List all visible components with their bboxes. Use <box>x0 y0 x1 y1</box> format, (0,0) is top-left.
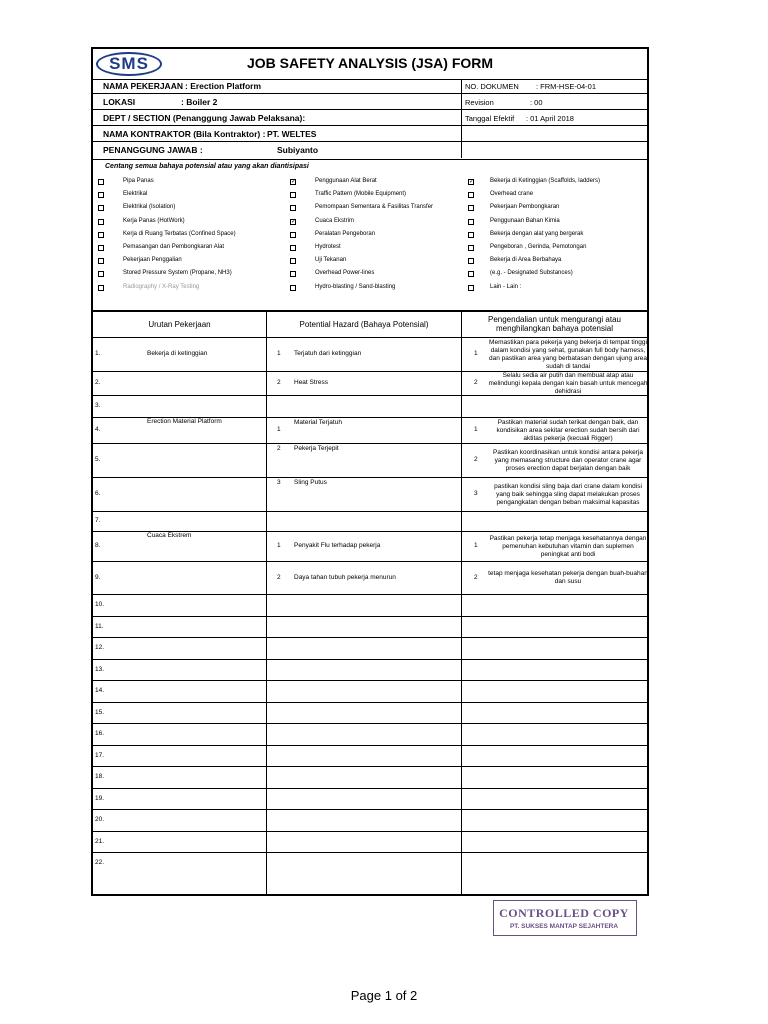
checkbox[interactable] <box>468 205 474 211</box>
table-row <box>93 396 647 418</box>
task-text: Bekerja di ketinggian <box>147 350 208 357</box>
checkbox[interactable] <box>290 205 296 211</box>
no-dokumen-label: NO. DOKUMEN <box>465 82 519 91</box>
row-number: 10. <box>95 601 105 608</box>
checklist-item-label: Pemompaan Sementara & Fasilitas Transfer <box>315 204 434 211</box>
checkbox[interactable] <box>468 245 474 251</box>
control-number: 1 <box>474 542 478 549</box>
checklist-item-label: Lain - Lain : <box>490 283 522 290</box>
checklist-item-label: Pipa Panas <box>123 178 154 184</box>
stamp-title: CONTROLLED COPY <box>499 906 629 920</box>
table-row <box>93 617 647 638</box>
control-text <box>488 638 648 659</box>
table-header <box>93 311 647 338</box>
checklist-item-label: Hydrotest <box>315 244 341 250</box>
checklist-item-label: Penggunaan Alat Berat <box>315 178 377 184</box>
control-text <box>488 810 648 831</box>
hazard-number: 2 <box>277 573 281 581</box>
checklist-item-label: Bekerja di Area Berbahaya <box>490 257 562 264</box>
checkbox[interactable] <box>98 271 104 277</box>
control-text <box>488 703 648 723</box>
row-number: 15. <box>95 708 105 716</box>
row-number: 14. <box>95 687 105 694</box>
table-row <box>93 338 647 372</box>
stamp-company: PT. SUKSES MANTAP SEJAHTERA <box>509 923 619 930</box>
checklist-item-label: Radiography / X-Ray Testing <box>123 283 200 290</box>
checklist-item-label: Pengeboran , Gerinda, Pemotongan <box>490 244 587 250</box>
form-header <box>93 49 647 80</box>
table-row <box>93 444 647 478</box>
checkbox[interactable] <box>468 232 474 238</box>
task-text: Cuaca Ekstrem <box>147 532 192 539</box>
row-nama-pekerjaan <box>93 79 647 94</box>
table-row <box>93 832 647 853</box>
table-row <box>93 681 647 703</box>
hazard-number: 1 <box>277 350 281 357</box>
control-number: 1 <box>474 350 478 357</box>
sms-logo: SMS <box>96 52 162 76</box>
table-row <box>93 562 647 595</box>
control-text <box>488 789 648 809</box>
checkbox[interactable] <box>98 285 104 291</box>
checkbox[interactable] <box>290 232 296 238</box>
checklist-item-label: Penggunaan Bahan Kimia <box>490 217 560 224</box>
task-text: Erection Material Platform <box>147 418 222 425</box>
row-number: 4. <box>95 426 101 433</box>
table-row <box>93 512 647 532</box>
table-row <box>93 595 647 617</box>
control-text <box>488 396 648 417</box>
table-row <box>93 478 647 512</box>
revision-label: Revision <box>465 98 494 107</box>
checkbox[interactable]: ✓ <box>291 179 297 185</box>
control-text: Pastikan material sudah terikat dengan baik, dan kondisikan area sekitar erection sudah bersih dari aktitas pekerja (kecuali Rigger) <box>496 418 640 442</box>
checklist-item-label: Peralatan Pengeboran <box>315 230 376 237</box>
checkbox[interactable] <box>98 205 104 211</box>
hazard-text: Daya tahan tubuh pekerja menurun <box>294 573 396 581</box>
checkbox[interactable] <box>290 258 296 264</box>
controlled-copy-stamp <box>493 900 637 936</box>
row-penanggung <box>93 142 647 158</box>
control-text <box>488 767 648 788</box>
row-number: 21. <box>95 837 105 845</box>
hazard-number: 1 <box>277 542 281 549</box>
header-hazard: Potential Hazard (Bahaya Potensial) <box>299 319 429 329</box>
checklist-item-label: Pemasangan dan Pembongkaran Alat <box>123 244 225 250</box>
hazard-checklist <box>93 159 647 312</box>
lokasi-label: LOKASI <box>103 97 136 107</box>
control-text <box>488 617 648 637</box>
control-number: 2 <box>474 456 478 463</box>
row-number: 12. <box>95 644 105 651</box>
hazard-text: Material Terjatuh <box>294 419 342 426</box>
col-divider-2 <box>461 311 462 896</box>
penanggung-label: PENANGGUNG JAWAB : <box>103 145 203 155</box>
hazard-text: Sling Putus <box>294 479 327 486</box>
row-number: 22. <box>95 859 105 866</box>
table-row <box>93 767 647 789</box>
header-control: Pengendalian untuk mengurangi atau menghilangkan bahaya potensial <box>488 315 621 333</box>
row-lokasi <box>93 94 647 110</box>
row-number: 18. <box>95 773 105 780</box>
control-text <box>488 595 648 616</box>
checklist-item-label: Cuaca Ekstrim <box>315 217 355 224</box>
table-row <box>93 724 647 746</box>
checkbox[interactable] <box>290 271 296 277</box>
control-text <box>488 832 648 852</box>
control-number: 1 <box>474 426 478 433</box>
control-text <box>488 746 648 766</box>
row-number: 19. <box>95 794 105 802</box>
hazard-text: Heat Stress <box>294 379 328 386</box>
checklist-item-label: Hydro-blasting / Sand-blasting <box>315 283 396 290</box>
checkbox[interactable] <box>98 219 104 225</box>
checklist-item-label: Traffic Pattern (Mobile Equipment) <box>315 191 407 198</box>
checkbox[interactable] <box>290 192 296 198</box>
control-text <box>488 681 648 702</box>
checklist-item-label: Bekerja dengan alat yang bergerak <box>490 230 584 237</box>
control-text <box>488 660 648 680</box>
row-number: 16. <box>95 730 105 737</box>
row-number: 11. <box>95 622 104 630</box>
row-number: 8. <box>95 542 101 549</box>
checklist-item-label: (e.g. - Designated Substances) <box>490 270 573 277</box>
revision-value: : 00 <box>530 98 543 107</box>
checkbox[interactable] <box>290 245 296 251</box>
table-row <box>93 372 647 396</box>
control-number: 3 <box>474 490 478 497</box>
row-number: 13. <box>95 665 105 673</box>
table-row <box>93 418 647 444</box>
row-number: 5. <box>95 456 101 463</box>
control-text <box>488 512 648 531</box>
nama-pekerjaan-label: NAMA PEKERJAAN <box>103 81 183 91</box>
tanggal-label: Tanggal Efektif <box>465 114 515 123</box>
row-number: 7. <box>95 517 101 524</box>
nama-pekerjaan-value: : Erection Platform <box>185 81 262 91</box>
table-row <box>93 810 647 832</box>
col-divider-1 <box>266 311 267 896</box>
checklist-item-label: Elektrikal (Isolation) <box>123 204 176 211</box>
row-number: 20. <box>95 816 105 823</box>
row-number: 9. <box>95 573 101 581</box>
control-text <box>488 724 648 745</box>
no-dokumen-value: : FRM-HSE-04-01 <box>536 82 597 91</box>
row-kontraktor <box>93 126 647 142</box>
row-number: 3. <box>95 402 101 409</box>
form-title: JOB SAFETY ANALYSIS (JSA) FORM <box>246 55 494 71</box>
checklist-item-label: Stored Pressure System (Propane, NH3) <box>123 270 232 277</box>
penanggung-value: Subiyanto <box>277 145 319 155</box>
control-text: Selalu sedia air putih dan membuat atap atau melindungi kepala dengan kain basah untuk mencegah dehidrasi <box>488 371 648 395</box>
table-row <box>93 746 647 767</box>
hazard-text: Terjatuh dari ketinggian <box>294 350 362 357</box>
control-text: Memastikan para pekerja yang bekerja di tempat tinggi dalam kondisi yang sehat, gunakan full body harness, dan pastikan area yang berbatasan dengan ujung area sudah di tandai <box>489 338 647 370</box>
control-text: Pastikan pekerja tetap menjaga kesehatannya dengan pemenuhan kebutuhan vitamin dan suplemen peningkat anti bodi <box>489 534 647 558</box>
checklist-item-label: Pekerjaan Pembongkaran <box>490 204 560 211</box>
control-text: pastikan kondisi sling baja dari crane dalam kondisi yang baik sehingga sling dapat melakukan proses pengangkatan dengan beban maksimal kapasitas <box>494 482 642 506</box>
checkbox[interactable] <box>98 192 104 198</box>
checkbox[interactable] <box>98 258 104 264</box>
tanggal-value: : 01 April 2018 <box>526 114 574 123</box>
table-row <box>93 789 647 810</box>
control-number: 2 <box>474 573 478 581</box>
page-number: Page 1 of 2 <box>350 988 418 1003</box>
checkbox[interactable] <box>468 258 474 264</box>
hazard-text: Pekerja Terjepit <box>294 445 339 452</box>
checklist-item-label: Overhead crane <box>490 191 534 198</box>
checkbox[interactable] <box>98 179 104 185</box>
jsa-form <box>91 47 649 896</box>
checkbox[interactable] <box>468 285 474 291</box>
control-text: tetap menjaga kesehatan pekerja dengan buah-buahan dan susu <box>488 570 648 585</box>
table-row <box>93 638 647 660</box>
table-row <box>93 660 647 681</box>
checkbox[interactable]: ✓ <box>291 218 297 225</box>
checklist-item-label: Kerja Panas (HotWork) <box>123 217 185 224</box>
checklist-item-label: Uji Tekanan <box>315 257 347 264</box>
checkbox[interactable]: ✓ <box>469 179 475 185</box>
checklist-item-label: Overhead Power-lines <box>315 270 375 277</box>
row-dept <box>93 110 647 126</box>
table-row <box>93 703 647 724</box>
checkbox[interactable] <box>290 285 296 291</box>
hazard-text: Penyakit Flu terhadap pekerja <box>294 542 381 549</box>
control-text <box>488 853 648 874</box>
checkbox[interactable] <box>98 245 104 251</box>
lokasi-value: : Boiler 2 <box>181 97 218 107</box>
checklist-hint: Centang semua bahaya potensial atau yang akan diantisipasi <box>105 163 309 170</box>
row-number: 6. <box>95 490 101 497</box>
table-row <box>93 532 647 562</box>
checkbox[interactable] <box>468 219 474 225</box>
row-number: 2. <box>95 379 101 386</box>
hazard-number: 2 <box>277 379 281 386</box>
control-text: Pastikan koordinasikan untuk kondisi antara pekerja yang memasang structure dan operator crane agar proses erection dapat berjalan dengan baik <box>493 448 643 472</box>
row-number: 1. <box>95 350 101 357</box>
control-number: 2 <box>474 379 478 386</box>
checklist-item-label: Bekerja di Ketinggian (Scaffolds, ladders) <box>490 178 600 184</box>
checklist-item-label: Elektrikal <box>123 191 148 198</box>
hazard-number: 3 <box>277 479 281 486</box>
kontraktor-value: PT. WELTES <box>267 129 317 139</box>
checkbox[interactable] <box>98 232 104 238</box>
checkbox[interactable] <box>468 192 474 198</box>
checkbox[interactable] <box>468 271 474 277</box>
checklist-item-label: Pekerjaan Penggalian <box>123 257 182 264</box>
kontraktor-label: NAMA KONTRAKTOR (Bila Kontraktor) : <box>103 129 266 139</box>
row-number: 17. <box>95 751 105 759</box>
hazard-number: 2 <box>277 445 281 452</box>
dept-label: DEPT / SECTION (Penanggung Jawab Pelaksana): <box>103 113 306 123</box>
checklist-item-label: Kerja di Ruang Terbatas (Confined Space) <box>123 230 236 237</box>
header-urutan: Urutan Pekerjaan <box>148 319 211 329</box>
table-row <box>93 853 647 874</box>
hazard-number: 1 <box>277 426 281 433</box>
